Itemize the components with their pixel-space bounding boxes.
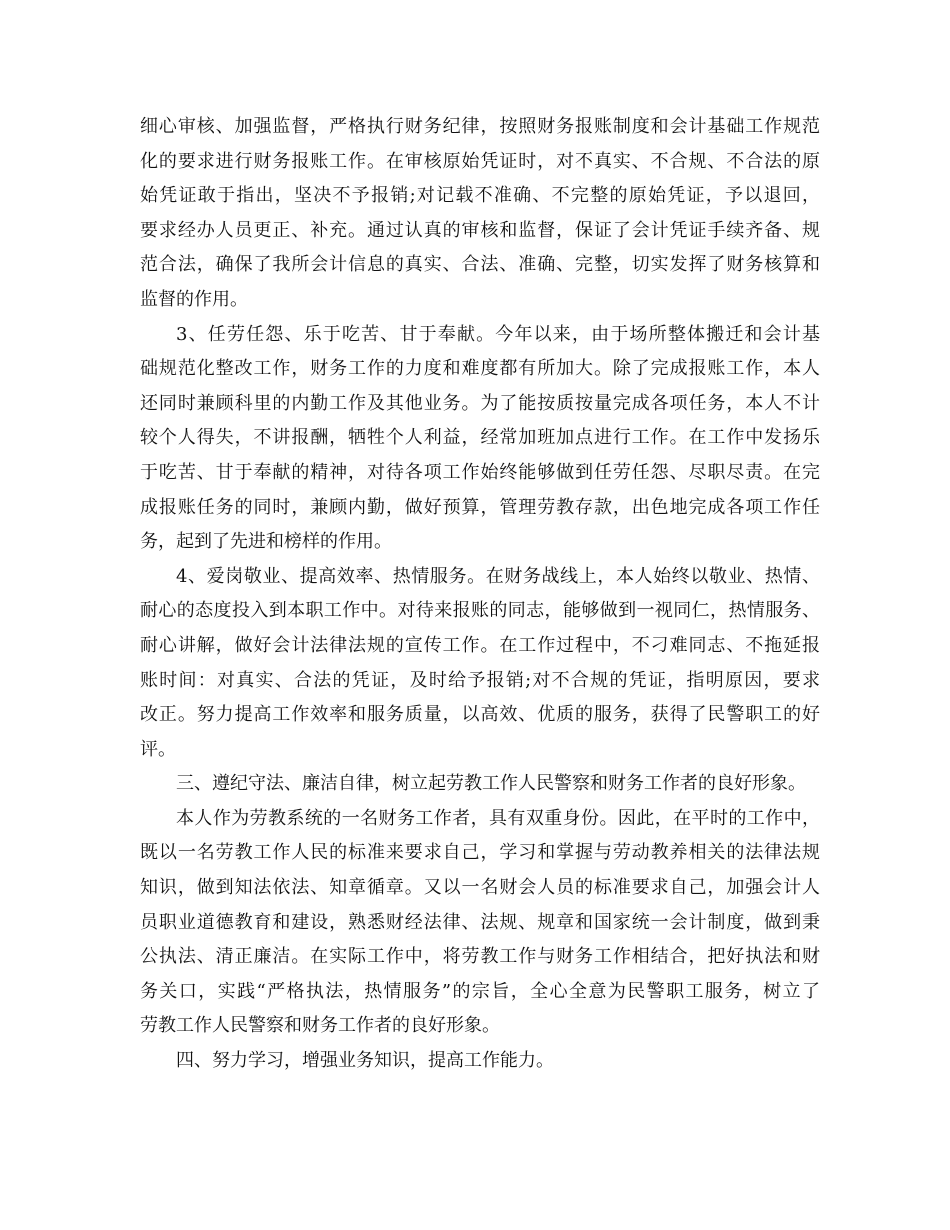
text-line: 改正。努力提高工作效率和服务质量，以高效、优质的服务，获得了民警职工的好: [140, 704, 820, 726]
text-line: 4、爱岗敬业、提高效率、热情服务。在财务战线上，本人始终以敬业、热情、: [176, 565, 820, 587]
text-line: 既以一名劳教工作人民的标准来要求自己，学习和掌握与劳动教养相关的法律法规: [140, 842, 820, 864]
text-line: 务，起到了先进和榜样的作用。: [140, 531, 392, 553]
text-line: 账时间：对真实、合法的凭证，及时给予报销;对不合规的凭证，指明原因，要求: [140, 669, 820, 691]
text-line: 公执法、清正廉洁。在实际工作中，将劳教工作与财务工作相结合，把好执法和财: [140, 946, 820, 968]
text-line: 较个人得失，不讲报酬，牺牲个人利益，经常加班加点进行工作。在工作中发扬乐: [140, 427, 820, 449]
text-line: 评。: [140, 738, 176, 760]
text-line: 础规范化整改工作，财务工作的力度和难度都有所加大。除了完成报账工作，本人: [140, 358, 820, 380]
text-line: 成报账任务的同时，兼顾内勤，做好预算，管理劳教存款，出色地完成各项工作任: [140, 496, 820, 518]
text-line: 监督的作用。: [140, 288, 248, 310]
text-line: 四、努力学习，增强业务知识，提高工作能力。: [176, 1050, 554, 1072]
text-line: 化的要求进行财务报账工作。在审核原始凭证时，对不真实、不合规、不合法的原: [140, 150, 820, 172]
text-line: 要求经办人员更正、补充。通过认真的审核和监督，保证了会计凭证手续齐备、规: [140, 219, 820, 241]
text-line: 劳教工作人民警察和财务工作者的良好形象。: [140, 1015, 500, 1037]
text-line: 务关口，实践“严格执法，热情服务”的宗旨，全心全意为民警职工服务，树立了: [140, 980, 820, 1002]
text-line: 知识，做到知法依法、知章循章。又以一名财会人员的标准要求自己，加强会计人: [140, 877, 820, 899]
text-line: 耐心讲解，做好会计法律法规的宣传工作。在工作过程中，不刁难同志、不拖延报: [140, 634, 820, 656]
text-line: 耐心的态度投入到本职工作中。对待来报账的同志，能够做到一视同仁，热情服务、: [140, 600, 820, 622]
text-line: 3、任劳任怨、乐于吃苦、甘于奉献。今年以来，由于场所整体搬迁和会计基: [176, 323, 820, 345]
text-line: 本人作为劳教系统的一名财务工作者，具有双重身份。因此，在平时的工作中，: [176, 807, 820, 829]
document-body: [140, 110, 820, 1079]
text-line: 员职业道德教育和建设，熟悉财经法律、法规、规章和国家统一会计制度，做到秉: [140, 911, 820, 933]
text-line: 细心审核、加强监督，严格执行财务纪律，按照财务报账制度和会计基础工作规范: [140, 116, 820, 137]
text-line: 范合法，确保了我所会计信息的真实、合法、准确、完整，切实发挥了财务核算和: [140, 254, 820, 276]
text-line: 始凭证敢于指出，坚决不予报销;对记载不准确、不完整的原始凭证，予以退回，: [140, 185, 820, 207]
text-line: 还同时兼顾科里的内勤工作及其他业务。为了能按质按量完成各项任务，本人不计: [140, 392, 820, 414]
text-line: 于吃苦、甘于奉献的精神，对待各项工作始终能够做到任劳任怨、尽职尽责。在完: [140, 461, 820, 483]
text-line: 三、遵纪守法、廉洁自律，树立起劳教工作人民警察和财务工作者的良好形象。: [176, 773, 806, 795]
